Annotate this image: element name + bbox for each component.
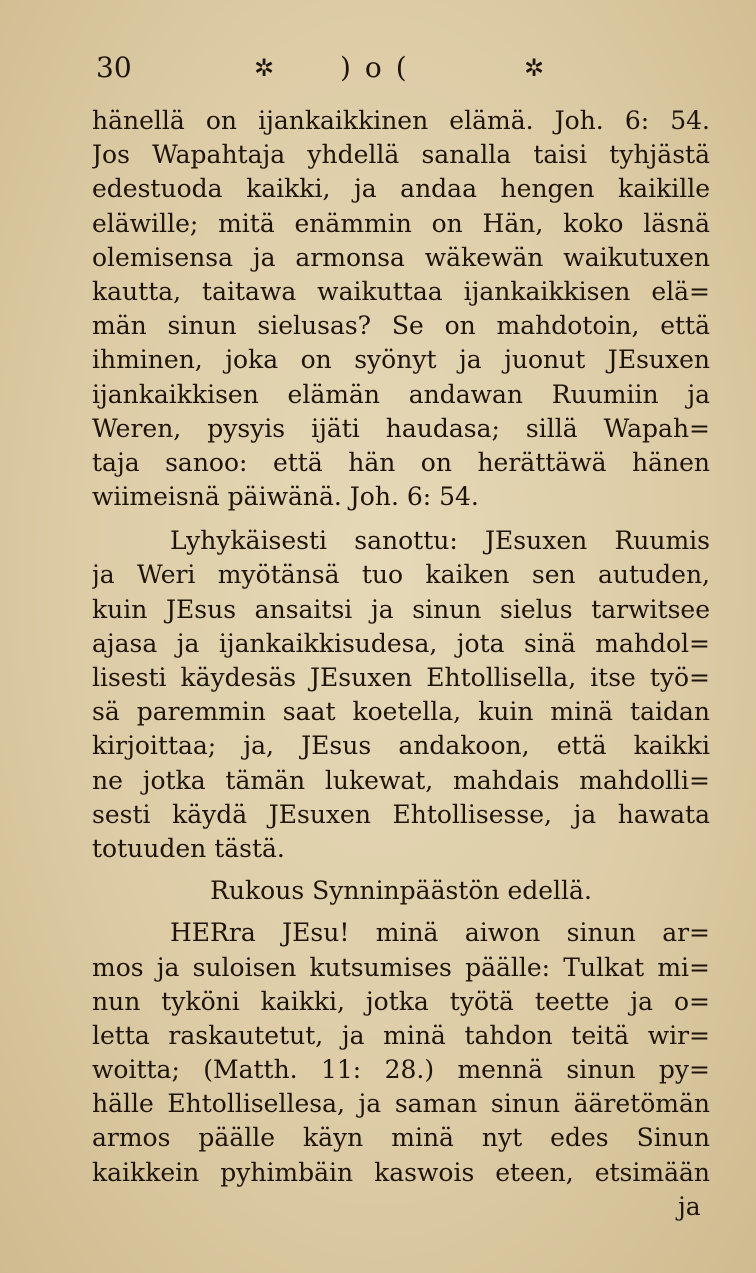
catchword: ja [678, 1191, 701, 1221]
text-line: totuuden tästä. [92, 833, 285, 863]
text-line: lisesti käydesäs JEsuxen Ehtollisella, itse työ= [92, 663, 710, 692]
text-line: kirjoittaa; ja, JEsus andakoon, että kaikki [92, 731, 710, 761]
text-line: ijankaikkisen elämän andawan Ruumiin ja [92, 379, 710, 409]
text-line: ne jotka tämän lukewat, mahdais mahdolli= [92, 765, 710, 795]
text-line: woitta; (Matth. 11: 28.) mennä sinun py= [92, 1055, 710, 1085]
text-line: letta raskautetut, ja minä tahdon teitä wir= [92, 1020, 710, 1050]
text-line: olemisensa ja armonsa wäkewän waikutuxen [92, 242, 710, 272]
text-line: mos ja suloisen kutsumises päälle: Tulkat mi= [92, 952, 710, 982]
text-line: wiimeisnä päiwänä. Joh. 6: 54. [92, 482, 479, 512]
text-line: Lyhykäisesti sanottu: JEsuxen Ruumis [170, 526, 710, 556]
text-line: Jos Wapahtaja yhdellä sanalla taisi tyhjästä [92, 140, 710, 170]
text-line: Weren, pysyis ijäti haudasa; sillä Wapah= [92, 413, 710, 443]
text-line: edestuoda kaikki, ja andaa hengen kaikille [92, 174, 710, 204]
text-line: hänellä on ijankaikkinen elämä. Joh. 6: 54. [92, 106, 710, 135]
section-heading: Rukous Synninpäästön edellä. [210, 876, 592, 906]
page-number: 30 [96, 51, 132, 84]
header-center-mark: )o( [340, 51, 421, 84]
text-line: HERra JEsu! minä aiwon sinun ar= [170, 918, 710, 948]
text-line: kuin JEsus ansaitsi ja sinun sielus tarwitsee [92, 594, 710, 624]
text-line: sä paremmin saat koetella, kuin minä taidan [92, 697, 710, 727]
text-line: sesti käydä JEsuxen Ehtollisesse, ja hawata [92, 799, 710, 829]
star-ornament-icon: ✲ [254, 54, 275, 82]
text-line: eläwille; mitä enämmin on Hän, koko läsnä [92, 208, 710, 238]
paragraph-1 [92, 104, 710, 514]
text-line: ja Weri myötänsä tuo kaiken sen autuden, [92, 560, 710, 590]
text-line: nun tyköni kaikki, jotka työtä teette ja o= [92, 986, 710, 1016]
text-line: kautta, taitawa waikuttaa ijankaikkisen elä= [92, 276, 710, 306]
text-line: kaikkein pyhimbäin kaswois eteen, etsimään [92, 1157, 710, 1187]
text-line: ihminen, joka on syönyt ja juonut JEsuxen [92, 345, 710, 375]
text-line: armos päälle käyn minä nyt edes Sinun [92, 1123, 710, 1153]
text-line: hälle Ehtollisellesa, ja saman sinun ääretömän [92, 1089, 710, 1119]
text-line: ajasa ja ijankaikkisudesa, jota sinä mahdol= [92, 628, 710, 658]
paragraph-2 [92, 524, 710, 866]
page-body [92, 104, 710, 1224]
text-line: taja sanoo: että hän on herättäwä hänen [92, 447, 710, 477]
text-line: män sinun sielusas? Se on mahdotoin, että [92, 311, 710, 341]
page-header [96, 48, 566, 88]
paragraph-3 [92, 916, 710, 1224]
star-ornament-icon: ✲ [524, 54, 545, 82]
